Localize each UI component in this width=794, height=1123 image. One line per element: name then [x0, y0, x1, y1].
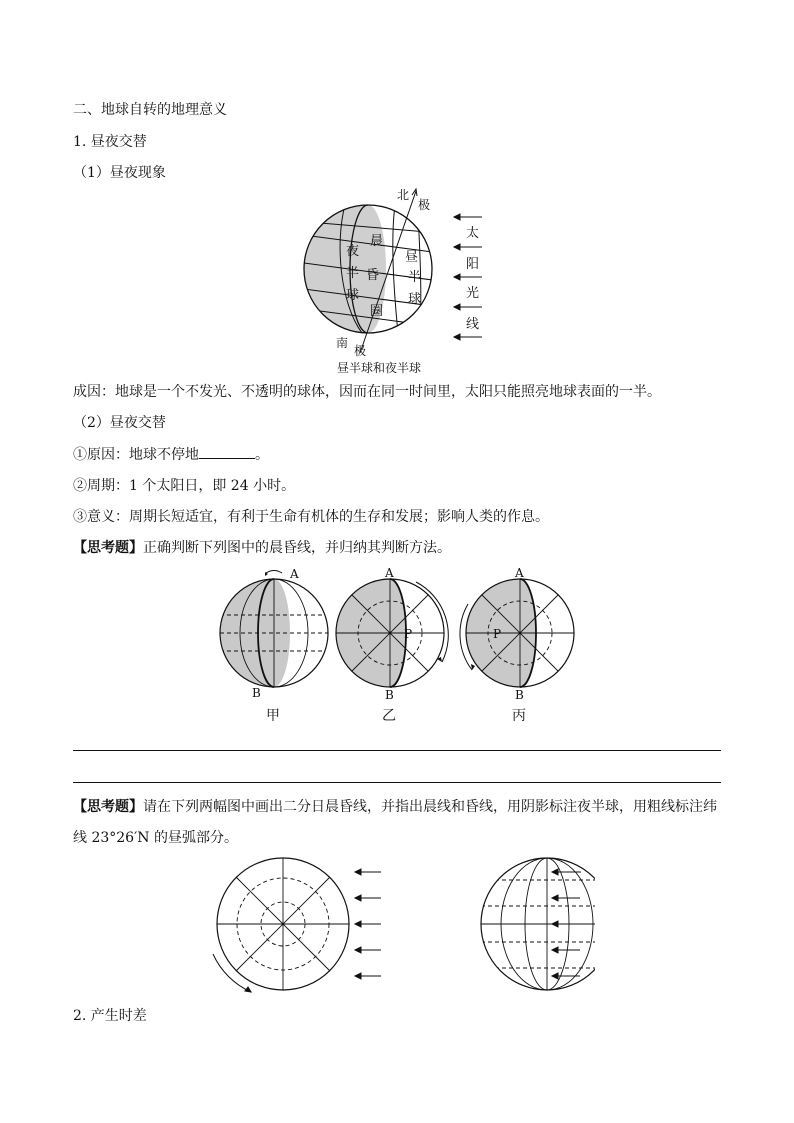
answer-line-2	[73, 782, 721, 783]
reason-line	[73, 444, 269, 465]
terminator-judgement-figure	[210, 566, 580, 724]
sun-char-2: 阳	[466, 257, 480, 272]
yi-caption: 乙	[382, 708, 396, 724]
day-night-hemisphere-figure	[300, 183, 500, 375]
bing-label-a: A	[515, 566, 524, 580]
yi-label-a: A	[385, 566, 394, 580]
day-char-1: 昼	[405, 250, 419, 265]
bing-label-p: P	[493, 627, 502, 641]
sub2-title: （2）昼夜交替	[73, 415, 166, 431]
period-text: ②周期：1 个太阳日，即 24 小时。	[73, 478, 296, 494]
left-sunlight-arrows	[355, 869, 381, 979]
yi-label-p: P	[404, 627, 413, 641]
dusk-char-2: 圈	[370, 304, 384, 319]
reason-suffix: 。	[255, 447, 269, 463]
sun-char-3: 光	[466, 286, 480, 301]
think1-line	[73, 538, 451, 558]
meaning-text: ③意义：周期长短适宜，有利于生命有机体的生存和发展；影响人类的作息。	[73, 509, 549, 525]
dusk-char-1: 昏	[366, 268, 380, 283]
sub1-title: （1）昼夜现象	[73, 165, 166, 181]
night-char-3: 球	[346, 288, 360, 303]
day-char-2: 半	[408, 270, 422, 285]
jia-label-a: A	[290, 567, 299, 581]
think2-tag: 【思考题】	[73, 799, 143, 815]
reason-blank	[199, 444, 255, 459]
day-char-3: 球	[408, 292, 422, 307]
sun-char-1: 太	[466, 226, 480, 241]
think1-tag: 【思考题】	[73, 540, 143, 556]
globe-bing	[460, 566, 574, 724]
globe-yi	[336, 566, 448, 724]
think1-text: 正确判断下列图中的晨昏线，并归纳其判断方法。	[143, 540, 451, 556]
sun-char-4: 线	[466, 317, 480, 332]
right-arrow-set	[548, 856, 584, 998]
polar-view-globe	[213, 858, 349, 992]
think2-text-2: 线 23°26′N 的昼弧部分。	[73, 830, 238, 846]
bing-label-b: B	[515, 688, 524, 702]
cause-text: 成因：地球是一个不发光、不透明的球体，因而在同一时间里，太阳只能照亮地球表面的一半。	[73, 384, 661, 400]
jia-caption: 甲	[266, 708, 280, 724]
item1-title: 1. 昼夜交替	[73, 134, 147, 150]
reason-prefix: ①原因：地球不停地	[73, 447, 199, 463]
globe-jia	[220, 567, 328, 724]
night-char-1: 夜	[346, 244, 360, 259]
north-label-2: 极	[418, 198, 431, 212]
answer-line-1	[73, 750, 721, 751]
section-title: 二、地球自转的地理意义	[73, 102, 227, 118]
think2-line1	[73, 797, 717, 817]
north-label: 北	[397, 188, 410, 202]
bing-caption: 丙	[512, 708, 526, 724]
jia-label-b: B	[252, 686, 261, 700]
think2-text-1: 请在下列两幅图中画出二分日晨昏线，并指出晨线和昏线，用阴影标注夜半球，用粗线标注纬	[143, 799, 717, 815]
dawn-char: 晨	[370, 234, 384, 249]
equinox-drawing-figure	[205, 856, 595, 998]
figure1-caption: 昼半球和夜半球	[337, 361, 422, 375]
yi-label-b: B	[385, 688, 394, 702]
south-label: 南	[336, 336, 349, 350]
south-label-2: 极	[354, 344, 367, 358]
item2-title: 2. 产生时差	[73, 1008, 147, 1024]
night-char-2: 半	[346, 266, 360, 281]
